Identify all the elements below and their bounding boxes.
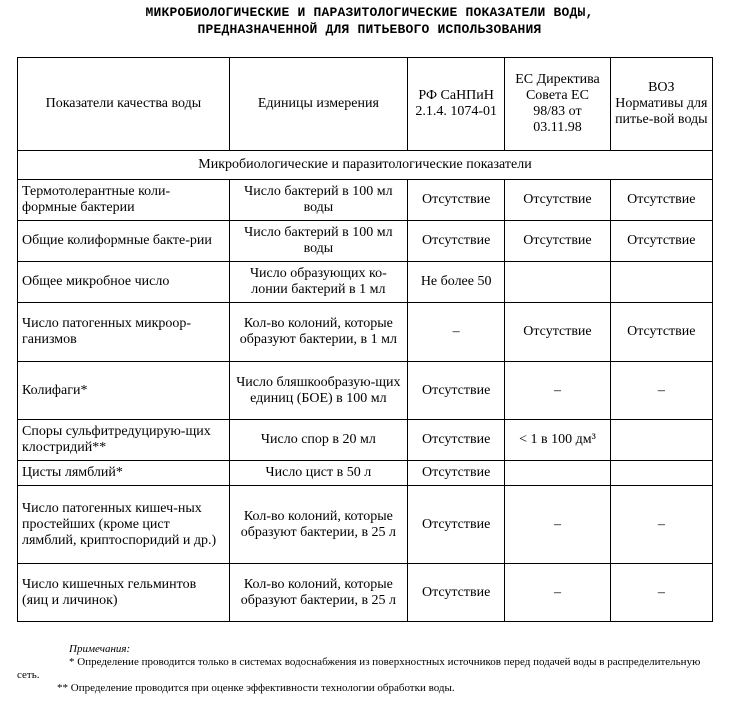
ec-value: < 1 в 100 дм³ [505,420,610,461]
table-row [18,262,713,303]
rf-value: Отсутствие [408,180,505,221]
indicator-name: Споры сульфитредуцирую-щих клостридий** [18,420,230,461]
header-ec: ЕС Директива Совета ЕС 98/83 от 03.11.98 [505,58,610,151]
notes-title: Примечания: [69,643,131,655]
indicator-unit: Кол-во колоний, которые образуют бактерии, в 1 мл [229,303,407,362]
who-value: Отсутствие [610,180,712,221]
document-title-line-1: МИКРОБИОЛОГИЧЕСКИЕ И ПАРАЗИТОЛОГИЧЕСКИЕ ПОКАЗАТЕЛИ ВОДЫ, [145,5,594,20]
document-title-line-2: ПРЕДНАЗНАЧЕННОЙ ДЛЯ ПИТЬЕВОГО ИСПОЛЬЗОВАНИЯ [197,22,542,37]
table-row [18,362,713,420]
document-title [0,4,739,38]
indicator-name: Колифаги* [18,362,230,420]
indicator-unit: Число бактерий в 100 мл воды [229,221,407,262]
ec-value: – [505,486,610,564]
ec-value: – [505,564,610,622]
table-row [18,564,713,622]
indicator-name: Цисты лямблий* [18,461,230,486]
note-1: * Определение проводится только в системах водоснабжения из поверхностных источников перед подачей воды в распределительную сеть. [17,656,701,681]
who-value: Отсутствие [610,303,712,362]
indicator-name: Общие колиформные бакте-рии [18,221,230,262]
indicator-unit: Число цист в 50 л [229,461,407,486]
rf-value: Не более 50 [408,262,505,303]
indicator-unit: Число образующих ко-лонии бактерий в 1 мл [229,262,407,303]
ec-value [505,262,610,303]
table-row [18,180,713,221]
indicator-name: Термотолерантные коли-формные бактерии [18,180,230,221]
indicator-unit: Число бляшкообразую-щих единиц (БОЕ) в 100 мл [229,362,407,420]
indicator-unit: Число спор в 20 мл [229,420,407,461]
indicator-name: Общее микробное число [18,262,230,303]
table-row [18,221,713,262]
who-value: – [610,486,712,564]
note-2: ** Определение проводится при оценке эффективности технологии обработки воды. [57,682,455,694]
who-value [610,461,712,486]
header-units: Единицы измерения [229,58,407,151]
who-value: – [610,362,712,420]
indicator-unit: Число бактерий в 100 мл воды [229,180,407,221]
water-quality-table [17,57,713,622]
rf-value: Отсутствие [408,362,505,420]
ec-value: – [505,362,610,420]
rf-value: Отсутствие [408,221,505,262]
ec-value: Отсутствие [505,303,610,362]
indicator-name: Число патогенных кишеч-ных простейших (кроме цист лямблий, криптоспоридий и др.) [18,486,230,564]
indicator-name: Число кишечных гельминтов (яиц и личинок) [18,564,230,622]
who-value [610,420,712,461]
notes-block [17,643,717,695]
rf-value: – [408,303,505,362]
table-row [18,303,713,362]
ec-value: Отсутствие [505,180,610,221]
header-indicator: Показатели качества воды [18,58,230,151]
indicator-name: Число патогенных микроор-ганизмов [18,303,230,362]
ec-value: Отсутствие [505,221,610,262]
indicator-unit: Кол-во колоний, которые образуют бактерии, в 25 л [229,564,407,622]
indicator-unit: Кол-во колоний, которые образуют бактерии, в 25 л [229,486,407,564]
section-row [18,151,713,180]
section-title: Микробиологические и паразитологические показатели [18,151,713,180]
who-value: – [610,564,712,622]
ec-value [505,461,610,486]
header-who: ВОЗ Нормативы для питье-вой воды [610,58,712,151]
who-value: Отсутствие [610,221,712,262]
table-row [18,461,713,486]
who-value [610,262,712,303]
rf-value: Отсутствие [408,564,505,622]
table-header-row [18,58,713,151]
table-row [18,420,713,461]
rf-value: Отсутствие [408,486,505,564]
rf-value: Отсутствие [408,420,505,461]
header-rf: РФ СаНПиН 2.1.4. 1074-01 [408,58,505,151]
table-row [18,486,713,564]
rf-value: Отсутствие [408,461,505,486]
